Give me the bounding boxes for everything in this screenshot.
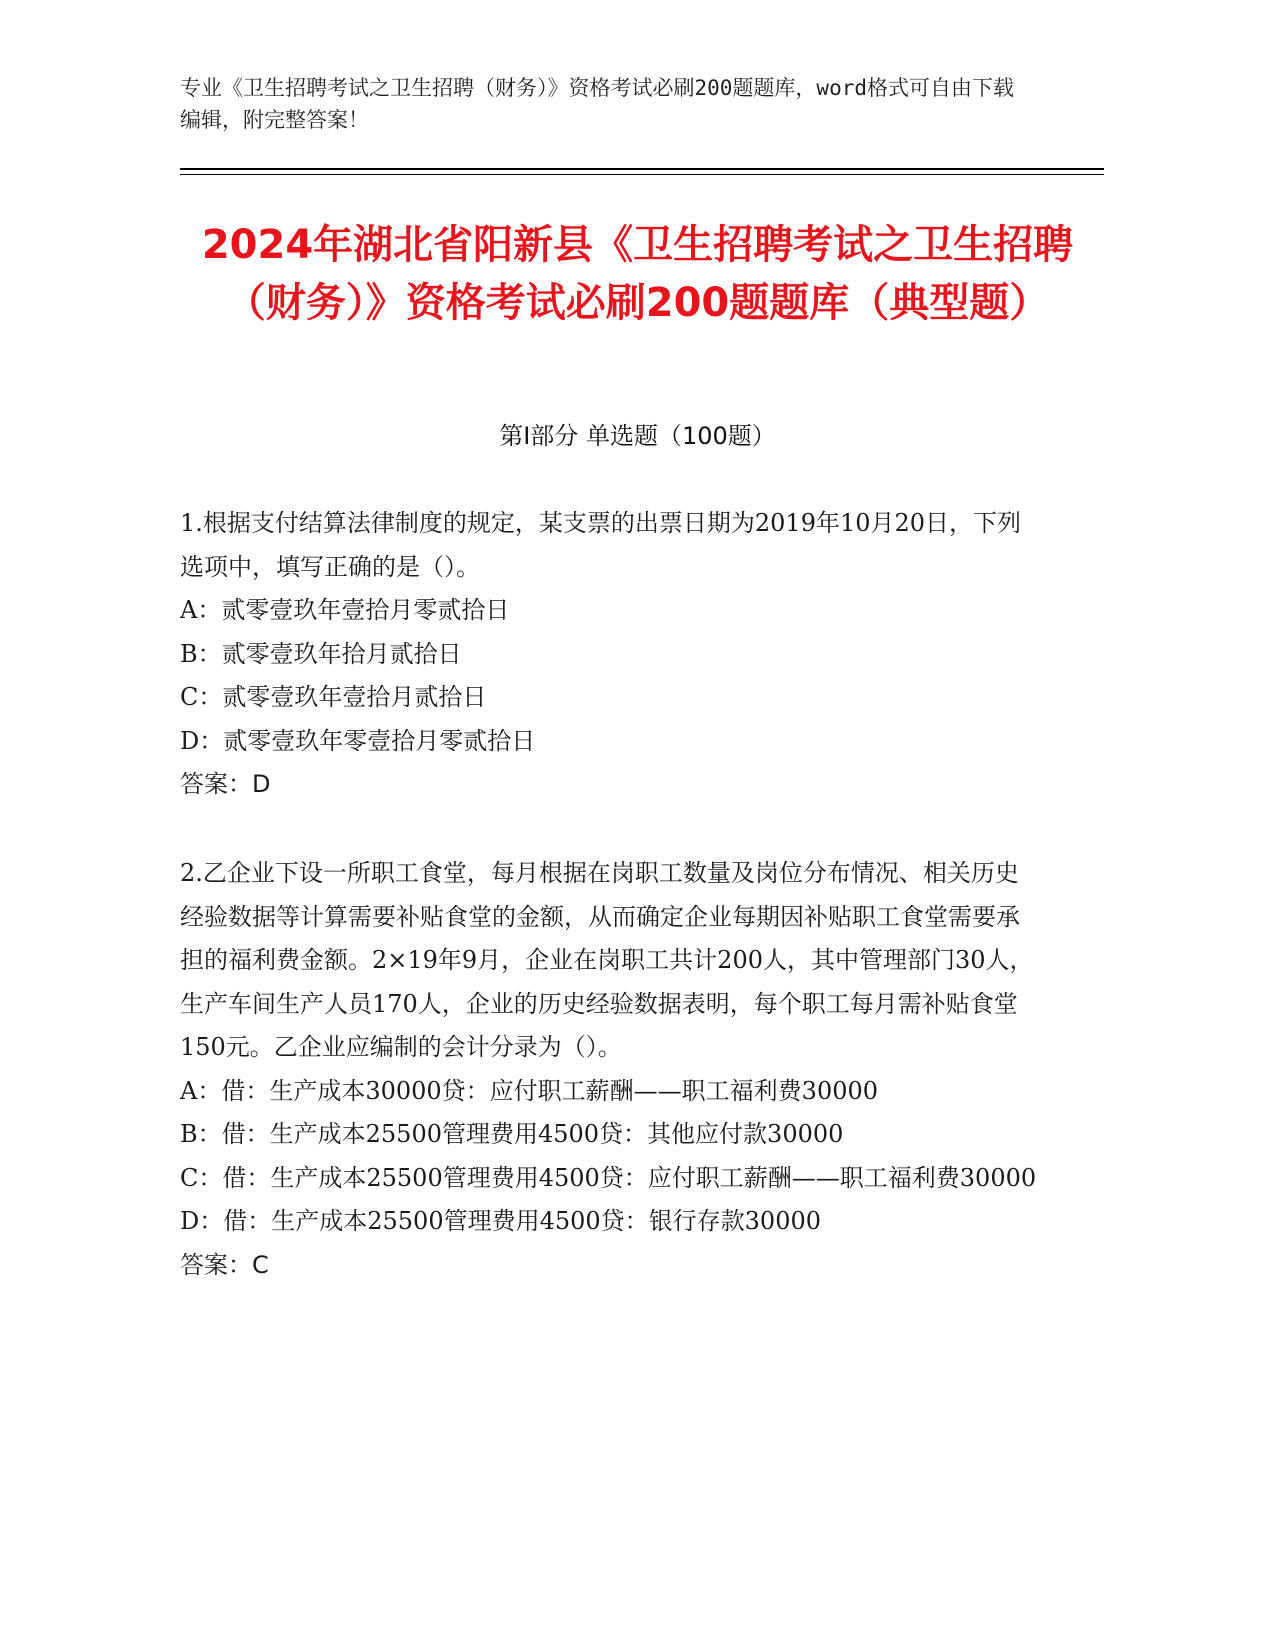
question-stem: 2.乙企业下设一所职工食堂，每月根据在岗职工数量及岗位分布情况、相关历史经验数据等计算需要补贴食堂的金额，从而确定企业每期因补贴职工食堂需要承担的福利费金额。2×19年9月，企业在岗职工共计200人，其中管理部门30人，生产车间生产人员170人，企业的历史经验数据表明，每个职工每月需补贴食堂150元。乙企业应编制的会计分录为（）。 (180, 859, 1034, 1061)
option-c: C：借：生产成本25500管理费用4500贷：应付职工薪酬——职工福利费30000 (180, 1163, 1037, 1192)
option-d: D：贰零壹玖年零壹拾月零贰拾日 (180, 726, 536, 755)
question-1 (180, 502, 1040, 807)
section-heading: 第I部分 单选题（100题） (499, 422, 776, 450)
question-stem: 1.根据支付结算法律制度的规定，某支票的出票日期为2019年10月20日，下列选项中，填写正确的是（）。 (180, 509, 1022, 581)
option-c: C：贰零壹玖年壹拾月贰拾日 (180, 683, 487, 711)
answer: 答案：D (180, 770, 271, 798)
document-title: 2024年湖北省阳新县《卫生招聘考试之卫生招聘（财务）》资格考试必刷200题题库（典型题） (201, 222, 1074, 326)
option-d: D：借：生产成本25500管理费用4500贷：银行存款30000 (180, 1207, 822, 1235)
option-a: A：借：生产成本30000贷：应付职工薪酬——职工福利费30000 (180, 1076, 879, 1105)
question-2 (180, 852, 1040, 1287)
option-b: B：借：生产成本25500管理费用4500贷：其他应付款30000 (180, 1120, 844, 1148)
header-note: 专业《卫生招聘考试之卫生招聘（财务）》资格考试必刷200题题库，word格式可自由下载编辑，附完整答案！ (180, 76, 1014, 132)
option-b: B：贰零壹玖年拾月贰拾日 (180, 639, 462, 668)
header-divider-thin (180, 174, 1104, 175)
header-divider-thick (180, 168, 1104, 170)
answer: 答案：C (180, 1250, 269, 1279)
option-a: A：贰零壹玖年壹拾月零贰拾日 (180, 596, 510, 624)
